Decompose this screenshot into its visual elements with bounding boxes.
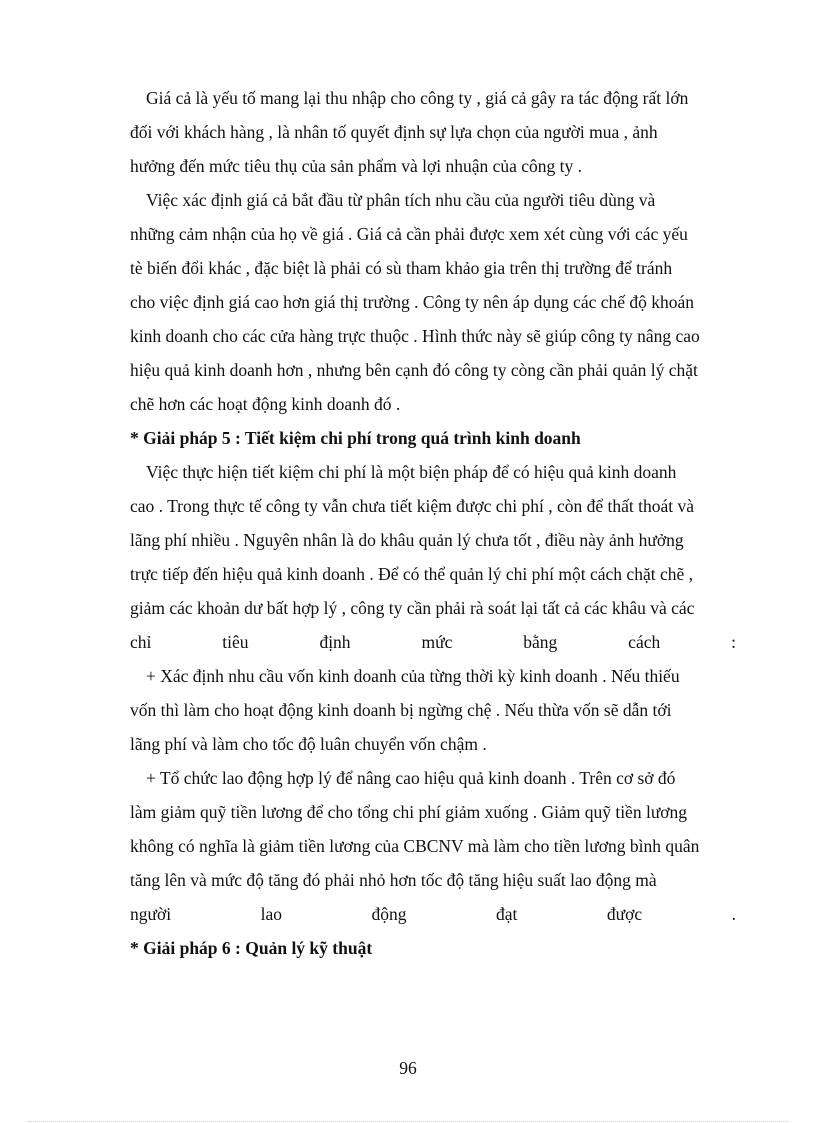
text-line: tè biến đổi khác , đặc biệt là phải có sù tham khảo gia trên thị trường để tránh [130,258,673,278]
text-line: cao . Trong thực tế công ty vẫn chưa tiết kiệm được chi phí , còn để thất thoát và [130,496,695,516]
text-line: những cảm nhận của họ về giá . Giá cả cần phải được xem xét cùng với các yếu [130,224,688,244]
text-line: trực tiếp đến hiệu quả kinh doanh . Để có thể quản lý chi phí một cách chặt chẽ , [130,564,693,584]
text-line: Giá cả là yếu tố mang lại thu nhập cho công ty , giá cả gây ra tác động rất lớn [146,88,689,108]
text-line: cho việc định giá cao hơn giá thị trường . Công ty nên áp dụng các chế độ khoán [130,292,695,312]
section-heading: * Giải pháp 6 : Quản lý kỹ thuật [130,938,373,958]
text-line: chỉ tiêu định mức bằng cách : [130,632,736,652]
text-line: người lao động đạt được . [130,904,736,924]
text-line: tăng lên và mức độ tăng đó phải nhỏ hơn tốc độ tăng hiệu suất lao động mà [130,870,657,890]
text-line: làm giảm quỹ tiền lương để cho tổng chi phí giảm xuống . Giảm quỹ tiền lương [130,802,688,822]
text-line: không có nghĩa là giảm tiền lương của CBCNV mà làm cho tiền lương bình quân [130,836,700,856]
section-heading: * Giải pháp 5 : Tiết kiệm chi phí trong quá trình kinh doanh [130,428,581,448]
text-line: hiệu quả kinh doanh hơn , nhưng bên cạnh đó công ty còng cần phải quản lý chặt [130,360,698,380]
text-line: đối với khách hàng , là nhân tố quyết định sự lựa chọn của người mua , ảnh [130,122,658,142]
text-line: + Xác định nhu cầu vốn kinh doanh của từng thời kỳ kinh doanh . Nếu thiếu [146,666,680,686]
page-number: 96 [399,1058,417,1078]
page-bottom-divider [28,1121,788,1122]
text-line: Việc thực hiện tiết kiệm chi phí là một biện pháp để có hiệu quả kinh doanh [146,462,677,482]
text-line: lãng phí nhiều . Nguyên nhân là do khâu quản lý chưa tốt , điều này ảnh hưởng [130,530,684,550]
text-line: hưởng đến mức tiêu thụ của sản phẩm và lợi nhuận của công ty . [130,156,583,176]
text-line: kinh doanh cho các cửa hàng trực thuộc . Hình thức này sẽ giúp công ty nâng cao [130,326,700,346]
text-line: + Tổ chức lao động hợp lý để nâng cao hiệu quả kinh doanh . Trên cơ sở đó [146,768,676,788]
text-line: vốn thì làm cho hoạt động kinh doanh bị ngừng chệ . Nếu thừa vốn sẽ dẫn tới [130,700,672,720]
text-line: lãng phí và làm cho tốc độ luân chuyển vốn chậm . [130,734,487,754]
text-line: Việc xác định giá cả bắt đầu từ phân tích nhu cầu của người tiêu dùng và [146,190,656,210]
text-line: chẽ hơn các hoạt động kinh doanh đó . [130,394,401,414]
text-line: giảm các khoản dư bất hợp lý , công ty cần phải rà soát lại tất cả các khâu và các [130,598,695,618]
